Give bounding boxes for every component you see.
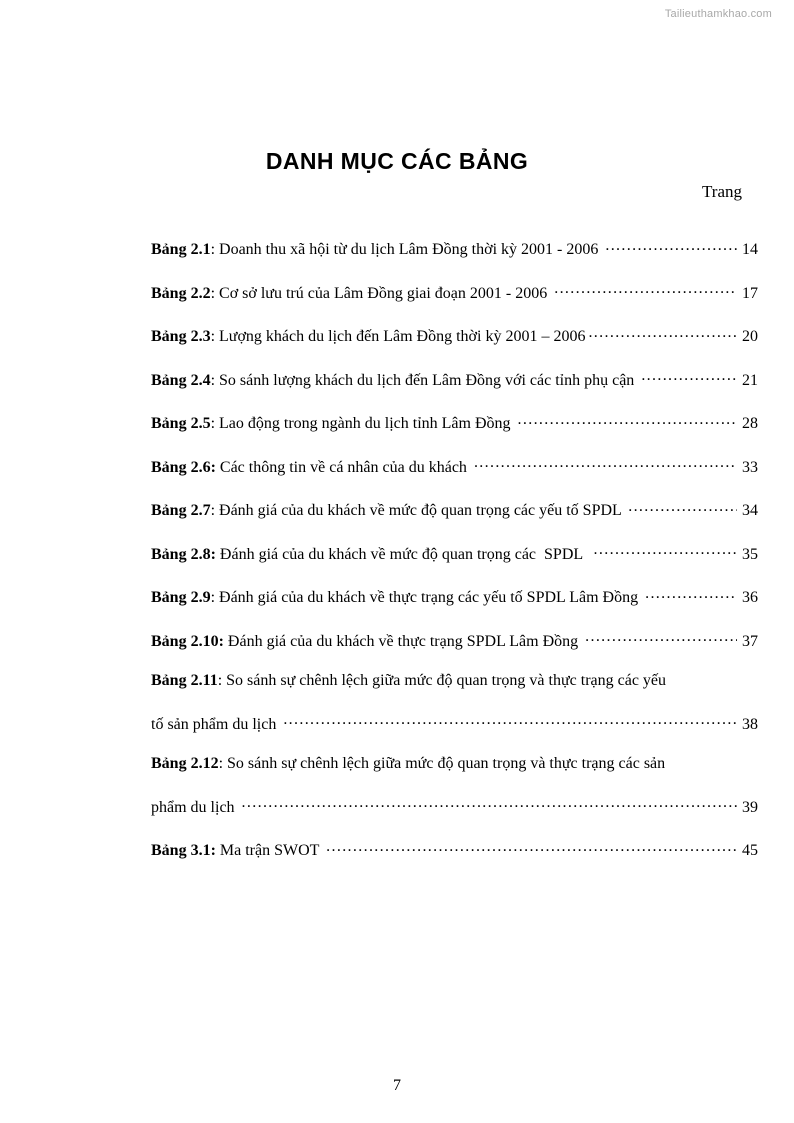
- dot-leader: [242, 796, 737, 812]
- toc-entry-line: [151, 839, 758, 859]
- toc-entry-label: Bảng 3.1:: [151, 842, 216, 859]
- toc-entry-title: Đánh giá của du khách về mức độ quan trọng các SPDL: [215, 545, 591, 563]
- dot-leader: [594, 543, 737, 559]
- toc-entry-line: [151, 456, 758, 476]
- toc-entry-label: Bảng 2.4: [151, 371, 211, 389]
- toc-entry-title: : So sánh sự chênh lệch giữa mức độ quan trọng và thực trạng các sản: [218, 755, 666, 772]
- toc-entry[interactable]: [151, 499, 758, 519]
- toc-entry-line: [151, 673, 758, 689]
- toc-entry-page-number: 17: [742, 284, 758, 302]
- toc-entry-label: Bảng 2.8:: [151, 545, 216, 563]
- dot-leader: [641, 369, 737, 385]
- dot-leader: [326, 839, 737, 855]
- dot-leader: [518, 412, 737, 428]
- toc-entry-label: Bảng 2.11: [151, 672, 218, 689]
- toc-entry[interactable]: [151, 839, 758, 859]
- toc-entry-label: Bảng 2.6:: [151, 458, 216, 476]
- toc-entry[interactable]: [151, 543, 758, 563]
- toc-entry-line: [151, 282, 758, 302]
- toc-entry-label: Bảng 2.2: [151, 284, 211, 302]
- toc-entry-line: [151, 325, 758, 345]
- toc-entry-page-number: 37: [742, 632, 758, 650]
- page-folio-number: 7: [393, 1077, 401, 1094]
- toc-entry-page-number: 45: [742, 842, 758, 859]
- toc-entry-label: Bảng 2.3: [151, 328, 211, 345]
- dot-leader: [628, 499, 737, 515]
- toc-entry[interactable]: [151, 756, 758, 816]
- toc-entry-title: Ma trận SWOT: [215, 842, 324, 859]
- toc-entry-line-continued: [151, 796, 758, 816]
- toc-entry[interactable]: [151, 238, 758, 258]
- toc-entry-title: : Đánh giá của du khách về mức độ quan trọng các yếu tố SPDL: [210, 502, 626, 519]
- toc-entry-title: : Lượng khách du lịch đến Lâm Đồng thời kỳ 2001 – 2006: [210, 328, 586, 345]
- toc-entry-line: [151, 543, 758, 563]
- toc-entry-label: Bảng 2.1: [151, 241, 211, 258]
- toc-entry-page-number: 28: [742, 415, 758, 432]
- toc-entry-title: : So sánh lượng khách du lịch đến Lâm Đồng với các tỉnh phụ cận: [210, 371, 639, 389]
- toc-entry-title: Các thông tin về cá nhân của du khách: [215, 458, 471, 476]
- dot-leader: [645, 586, 737, 602]
- toc-entry[interactable]: [151, 586, 758, 606]
- table-of-tables-list: [151, 238, 758, 883]
- dot-leader: [474, 456, 737, 472]
- toc-entry-title: : Cơ sở lưu trú của Lâm Đồng giai đoạn 2001 - 2006: [210, 284, 552, 302]
- toc-entry[interactable]: [151, 282, 758, 302]
- toc-entry-label: Bảng 2.9: [151, 589, 211, 606]
- toc-entry[interactable]: [151, 456, 758, 476]
- toc-entry-line: [151, 499, 758, 519]
- toc-entry-label: Bảng 2.12: [151, 755, 219, 772]
- toc-entry-line: [151, 586, 758, 606]
- toc-entry-page-number: 20: [742, 328, 758, 345]
- column-header-trang: Trang: [702, 182, 742, 201]
- toc-entry-title: : Doanh thu xã hội từ du lịch Lâm Đồng thời kỳ 2001 - 2006: [210, 241, 603, 258]
- toc-entry-line: [151, 369, 758, 389]
- toc-entry-page-number: 14: [742, 241, 758, 258]
- toc-entry-page-number: 38: [742, 715, 758, 733]
- toc-entry[interactable]: [151, 325, 758, 345]
- toc-entry-title: Đánh giá của du khách về thực trạng SPDL Lâm Đồng: [223, 632, 583, 650]
- toc-entry-title-continued: tố sản phẩm du lịch: [151, 715, 281, 733]
- toc-entry-label: Bảng 2.10:: [151, 632, 224, 650]
- toc-entry-line: [151, 238, 758, 258]
- toc-entry-page-number: 21: [742, 371, 758, 389]
- toc-entry[interactable]: [151, 412, 758, 432]
- toc-entry-page-number: 36: [742, 589, 758, 606]
- toc-entry-page-number: 33: [742, 458, 758, 476]
- watermark-text: Tailieuthamkhao.com: [664, 8, 772, 20]
- dot-leader: [585, 630, 737, 646]
- toc-entry-page-number: 35: [742, 545, 758, 563]
- toc-entry-title: : Đánh giá của du khách về thực trạng các yếu tố SPDL Lâm Đồng: [210, 589, 643, 606]
- toc-entry-title-continued: phẩm du lịch: [151, 798, 239, 816]
- toc-entry[interactable]: [151, 673, 758, 733]
- toc-entry-line: [151, 412, 758, 432]
- dot-leader: [588, 325, 737, 341]
- page-title: DANH MỤC CÁC BẢNG: [265, 148, 529, 174]
- dot-leader: [283, 713, 737, 729]
- toc-entry[interactable]: [151, 369, 758, 389]
- dot-leader: [554, 282, 737, 298]
- toc-entry[interactable]: [151, 630, 758, 650]
- toc-entry-page-number: 34: [742, 502, 758, 519]
- toc-entry-label: Bảng 2.5: [151, 415, 211, 432]
- toc-entry-title: : So sánh sự chênh lệch giữa mức độ quan trọng và thực trạng các yếu: [217, 672, 667, 689]
- toc-entry-page-number: 39: [742, 798, 758, 816]
- toc-entry-title: : Lao động trong ngành du lịch tỉnh Lâm Đồng: [210, 415, 515, 432]
- toc-entry-line: [151, 756, 758, 772]
- toc-entry-label: Bảng 2.7: [151, 502, 211, 519]
- dot-leader: [605, 238, 737, 254]
- toc-entry-line: [151, 630, 758, 650]
- toc-entry-line-continued: [151, 713, 758, 733]
